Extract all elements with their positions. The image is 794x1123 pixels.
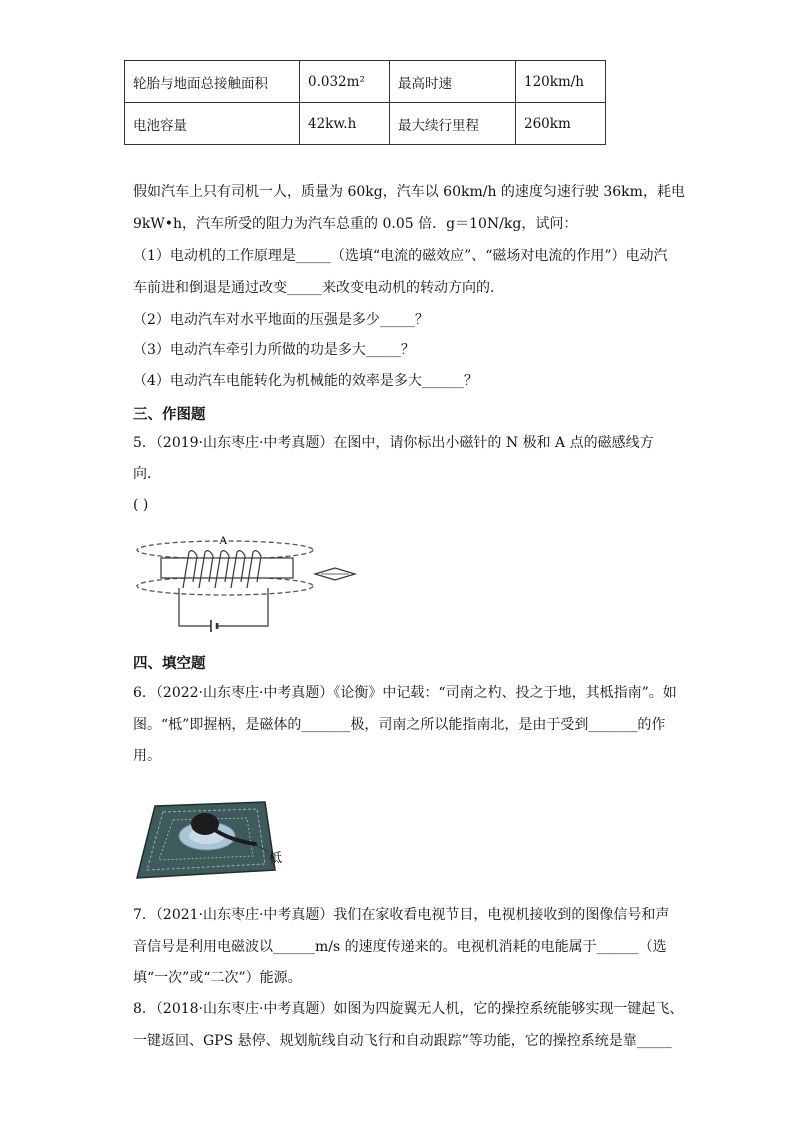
table-row [125,103,606,145]
problem8-line2: 一键返回、GPS 悬停、规划航线自动飞行和自动跟踪”等功能，它的操控系统是靠_____ [133,1033,672,1049]
circuit-wire [179,588,268,626]
point-a-label: A [219,533,228,547]
table-cell: 最大续行里程 [390,103,516,145]
table-cell: 电池容量 [125,103,300,145]
problem7-line3: 填“一次”或“二次”）能源。 [133,970,302,986]
table-row [125,61,606,103]
problem4-q4: （4）电动汽车电能转化为机械能的效率是多大______？ [133,373,478,389]
table-cell: 轮胎与地面总接触面积 [125,61,300,103]
spec-table [124,60,606,145]
handle-label: 柢 [269,851,283,866]
table-cell: 最高时速 [390,61,516,103]
table-cell: 260km [516,103,606,145]
problem7-line2: 音信号是利用电磁波以______m/s 的速度传递来的。电视机消耗的电能属于______（选 [133,939,667,955]
problem8-line1: 8．（2018·山东枣庄·中考真题）如图为四旋翼无人机，它的操控系统能够实现一键起飞、 [133,1001,684,1017]
sinan-compass-figure [135,800,295,885]
problem4-intro-line2: 9kW•h，汽车所受的阻力为汽车总重的 0.05 倍．g＝10N/kg，试问： [133,216,578,232]
problem5-line2: 向． [133,466,161,482]
problem6-line1: 6．（2022·山东枣庄·中考真题）《论衡》中记载：“司南之杓、投之于地，其柢指南”。如 [133,685,677,701]
section-title-fill-blank: 四、填空题 [133,655,206,672]
problem7-line1: 7．（2021·山东枣庄·中考真题）我们在家收看电视节目，电视机接收到的图像信号和声 [133,907,670,923]
problem4-q1-line1: （1）电动机的工作原理是_____（选填“电流的磁效应”、“磁场对电流的作用”）电动汽 [133,248,668,264]
table-cell: 120km/h [516,61,606,103]
problem6-line2: 图。“柢”即握柄，是磁体的_______极，司南之所以能指南北，是由于受到_______的作 [133,717,666,733]
problem4-intro-line1: 假如汽车上只有司机一人，质量为 60kg，汽车以 60km/h 的速度匀速行驶 36km，耗电 [133,184,685,200]
problem4-q2: （2）电动汽车对水平地面的压强是多少_____？ [133,312,429,328]
problem6-line3: 用。 [133,748,161,764]
table-cell: 0.032m² [300,61,390,103]
problem4-q1-line2: 车前进和倒退是通过改变_____来改变电动机的转动方向的． [133,280,504,296]
table-cell: 42kw.h [300,103,390,145]
answer-parentheses: ( ) [133,497,149,513]
problem5-line1: 5．（2019·山东枣庄·中考真题）在图中，请你标出小磁针的 N 极和 A 点的磁感线方 [133,435,654,451]
section-title-drawing: 三、作图题 [133,406,206,423]
solenoid-figure [135,530,365,635]
problem4-q3: （3）电动汽车牵引力所做的功是多大_____？ [133,342,415,358]
